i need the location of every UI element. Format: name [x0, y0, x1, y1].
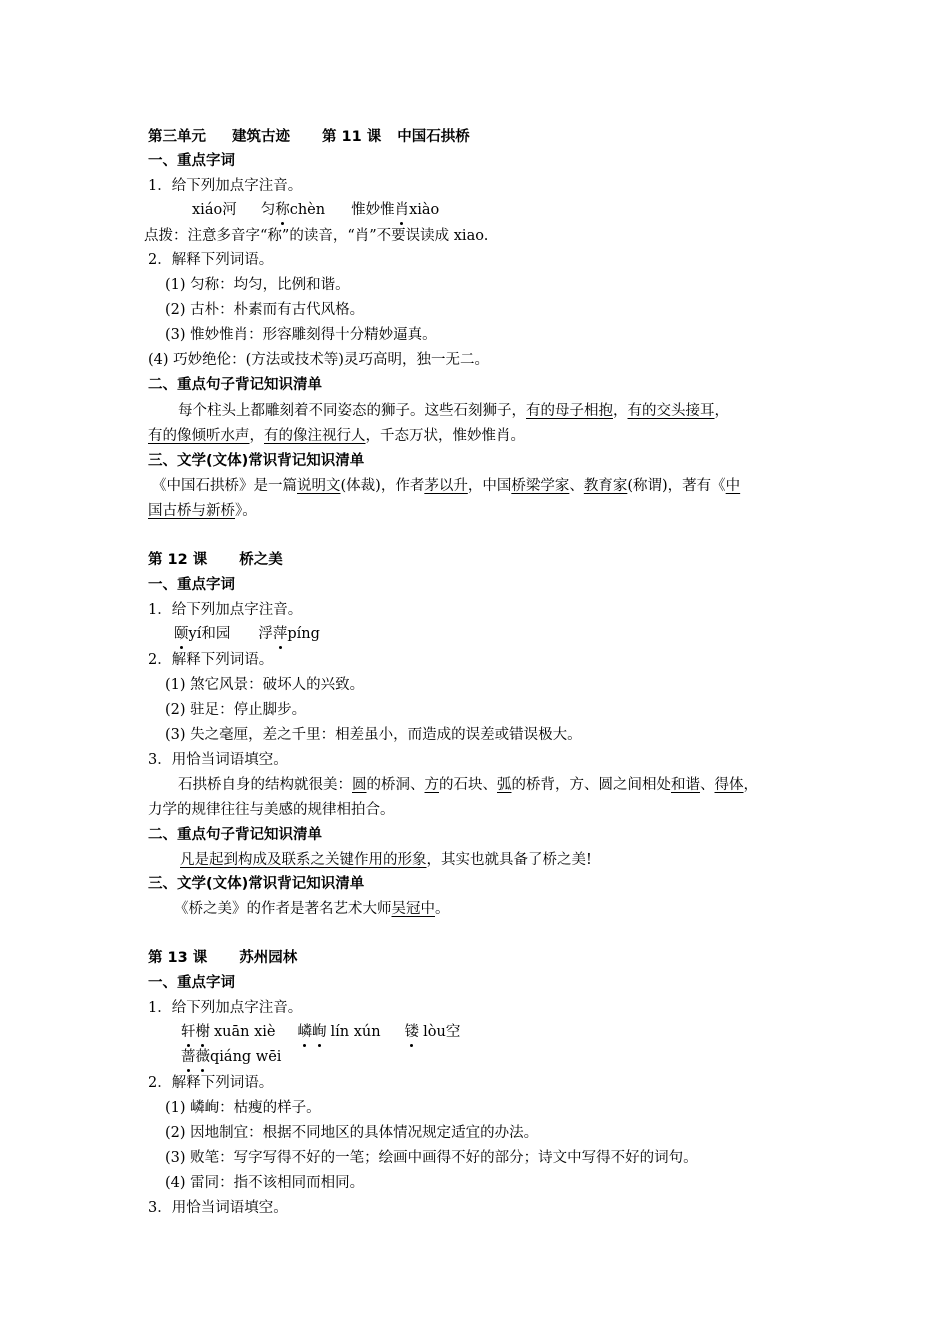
tip-text: 点拨：注意多音字“称”的读音，“肖”不要误读成 xiao.	[144, 228, 489, 244]
question: 2．解释下列词语。	[148, 652, 274, 668]
literature-note: 《中国石拱桥》是一篇说明文(体裁)，作者茅以升，中国桥梁学家、教育家(称谓)，著有《中	[152, 478, 741, 494]
section-heading: 一、重点字词	[148, 975, 235, 991]
fill-in-text: 石拱桥自身的结构就很美：圆的桥洞、方的石块、弧的桥背，方、圆之间相处和谐、得体，	[178, 777, 758, 793]
emphasized-char: 嶙	[298, 1020, 313, 1044]
underlined-phrase: 吴冠中	[391, 901, 435, 917]
emphasized-char: 蔷	[181, 1045, 196, 1069]
pinyin-row: 轩榭 xuān xiè 嶙峋 lín xún 镂 lòu空	[181, 1020, 460, 1044]
underlined-phrase: 有的母子相抱	[526, 403, 613, 419]
definition-item: (4) 雷同：指不该相同而相同。	[165, 1175, 365, 1191]
lesson-title: 桥之美	[239, 552, 283, 568]
underlined-phrase: 说明文	[297, 478, 341, 494]
emphasized-char: 榭	[196, 1020, 211, 1044]
definition-item: (1) 煞它风景：破坏人的兴致。	[165, 677, 365, 693]
lesson-number: 第 12 课	[148, 552, 208, 568]
key-sentence-cont: 有的像倾听水声，有的像注视行人，千态万状，惟妙惟肖。	[148, 428, 525, 444]
section-heading: 一、重点字词	[148, 577, 235, 593]
emphasized-char: 轩	[181, 1020, 196, 1044]
underlined-phrase: 桥梁学家	[511, 478, 570, 494]
lesson-title: 中国石拱桥	[397, 129, 470, 145]
definition-item: (1) 嶙峋：枯瘦的样子。	[165, 1100, 321, 1116]
question: 2．解释下列词语。	[148, 1075, 274, 1091]
definition-item: (2) 因地制宜：根据不同地区的具体情况规定适宜的办法。	[165, 1125, 539, 1141]
literature-note-cont: 国古桥与新桥》。	[148, 503, 257, 519]
pinyin-row: 颐yí和园 浮萍píng	[174, 622, 320, 646]
fill-in-text-cont: 力学的规律往往与美感的规律相拍合。	[148, 802, 395, 818]
answer-blank: 弧	[497, 777, 512, 793]
question: 1．给下列加点字注音。	[148, 602, 303, 618]
lesson-number: 第 11 课	[322, 129, 382, 145]
unit-heading	[148, 125, 470, 149]
unit-title: 建筑古迹	[232, 129, 290, 145]
section-heading: 三、文学(文体)常识背记知识清单	[148, 453, 365, 469]
pinyin-row: xiáo河 匀称chèn 惟妙惟肖xiào	[192, 198, 439, 222]
question: 1．给下列加点字注音。	[148, 178, 303, 194]
key-sentence: 凡是起到构成及联系之关键作用的形象，其实也就具备了桥之美!	[180, 852, 592, 868]
answer-blank: 得体	[714, 777, 744, 793]
underlined-phrase: 国古桥与新桥	[148, 503, 235, 519]
section-heading: 一、重点字词	[148, 153, 235, 169]
emphasized-char: 萍	[273, 622, 288, 646]
section-heading: 二、重点句子背记知识清单	[148, 377, 322, 393]
answer-blank: 圆	[352, 777, 367, 793]
definition-item: (1) 匀称：均匀，比例和谐。	[165, 277, 350, 293]
emphasized-char: 称	[275, 198, 290, 222]
definition-item: (3) 失之毫厘，差之千里：相差虽小，而造成的误差或错误极大。	[165, 727, 582, 743]
emphasized-char: 肖	[395, 198, 410, 222]
question: 3．用恰当词语填空。	[148, 1200, 288, 1216]
question: 2．解释下列词语。	[148, 252, 274, 268]
underlined-phrase: 教育家	[583, 478, 628, 494]
literature-note: 《桥之美》的作者是著名艺术大师吴冠中。	[174, 901, 450, 917]
underlined-phrase: 凡是起到构成及联系之关键作用的形象	[180, 852, 427, 868]
definition-item: (2) 驻足：停止脚步。	[165, 702, 307, 718]
emphasized-char: 薇	[196, 1045, 211, 1069]
definition-item: (4) 巧妙绝伦：(方法或技术等)灵巧高明，独一无二。	[148, 352, 489, 368]
emphasized-char: 镂	[405, 1020, 420, 1044]
lesson-number: 第 13 课	[148, 950, 208, 966]
lesson-heading	[148, 548, 283, 572]
underlined-phrase: 有的像注视行人	[264, 428, 366, 444]
question: 1．给下列加点字注音。	[148, 1000, 303, 1016]
definition-item: (3) 惟妙惟肖：形容雕刻得十分精妙逼真。	[165, 327, 437, 343]
underlined-phrase: 中	[725, 478, 741, 494]
underlined-phrase: 有的像倾听水声	[148, 428, 250, 444]
section-heading: 二、重点句子背记知识清单	[148, 827, 322, 843]
answer-blank: 和谐	[671, 777, 700, 793]
emphasized-char: 峋	[312, 1020, 327, 1044]
lesson-title: 苏州园林	[239, 950, 298, 966]
definition-item: (3) 败笔：写字写得不好的一笔；绘画中画得不好的部分；诗文中写得不好的词句。	[165, 1150, 698, 1166]
pinyin-row: 蔷薇qiáng wēi	[181, 1045, 281, 1069]
question: 3．用恰当词语填空。	[148, 752, 288, 768]
key-sentence: 每个柱头上都雕刻着不同姿态的狮子。这些石刻狮子，有的母子相抱，有的交头接耳，	[178, 403, 729, 419]
unit-label: 第三单元	[148, 129, 206, 145]
answer-blank: 方	[424, 777, 439, 793]
definition-item: (2) 古朴：朴素而有古代风格。	[165, 302, 365, 318]
section-heading: 三、文学(文体)常识背记知识清单	[148, 876, 365, 892]
lesson-heading	[148, 946, 297, 970]
underlined-phrase: 有的交头接耳	[627, 403, 715, 419]
emphasized-char: 颐	[174, 622, 189, 646]
underlined-phrase: 茅以升	[424, 478, 468, 494]
